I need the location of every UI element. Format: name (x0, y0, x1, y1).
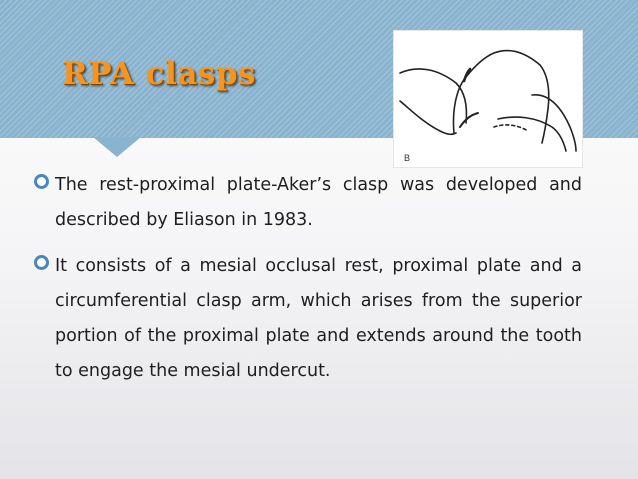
slide-title: RPA clasps (62, 56, 256, 92)
bullet-text: It consists of a mesial occlusal rest, proximal plate and a circumferential clasp arm, which arises from the superior portion of the proximal plate and extends around the tooth to engage the mesial undercut. (55, 256, 582, 381)
bullet-list (34, 168, 582, 400)
undercut-line (494, 125, 528, 131)
clasp-drawing (394, 31, 582, 167)
center-tooth-outline (454, 51, 549, 143)
bullet-text: The rest-proximal plate-Aker’s clasp was developed and described by Eliason in 1983. (55, 175, 582, 230)
title-banner-notch (93, 137, 141, 157)
figure-label: B (404, 153, 411, 163)
ring-bullet-icon (34, 174, 49, 189)
gingiva-line (400, 101, 456, 134)
clasp-arm-inner (498, 117, 566, 151)
proximal-plate (460, 113, 478, 127)
occlusal-rest (464, 69, 470, 81)
bullet-item (34, 249, 582, 389)
ring-bullet-icon (34, 255, 49, 270)
clasp-figure (393, 30, 583, 168)
bullet-item (34, 168, 582, 238)
clasp-arm-outer (532, 95, 576, 151)
